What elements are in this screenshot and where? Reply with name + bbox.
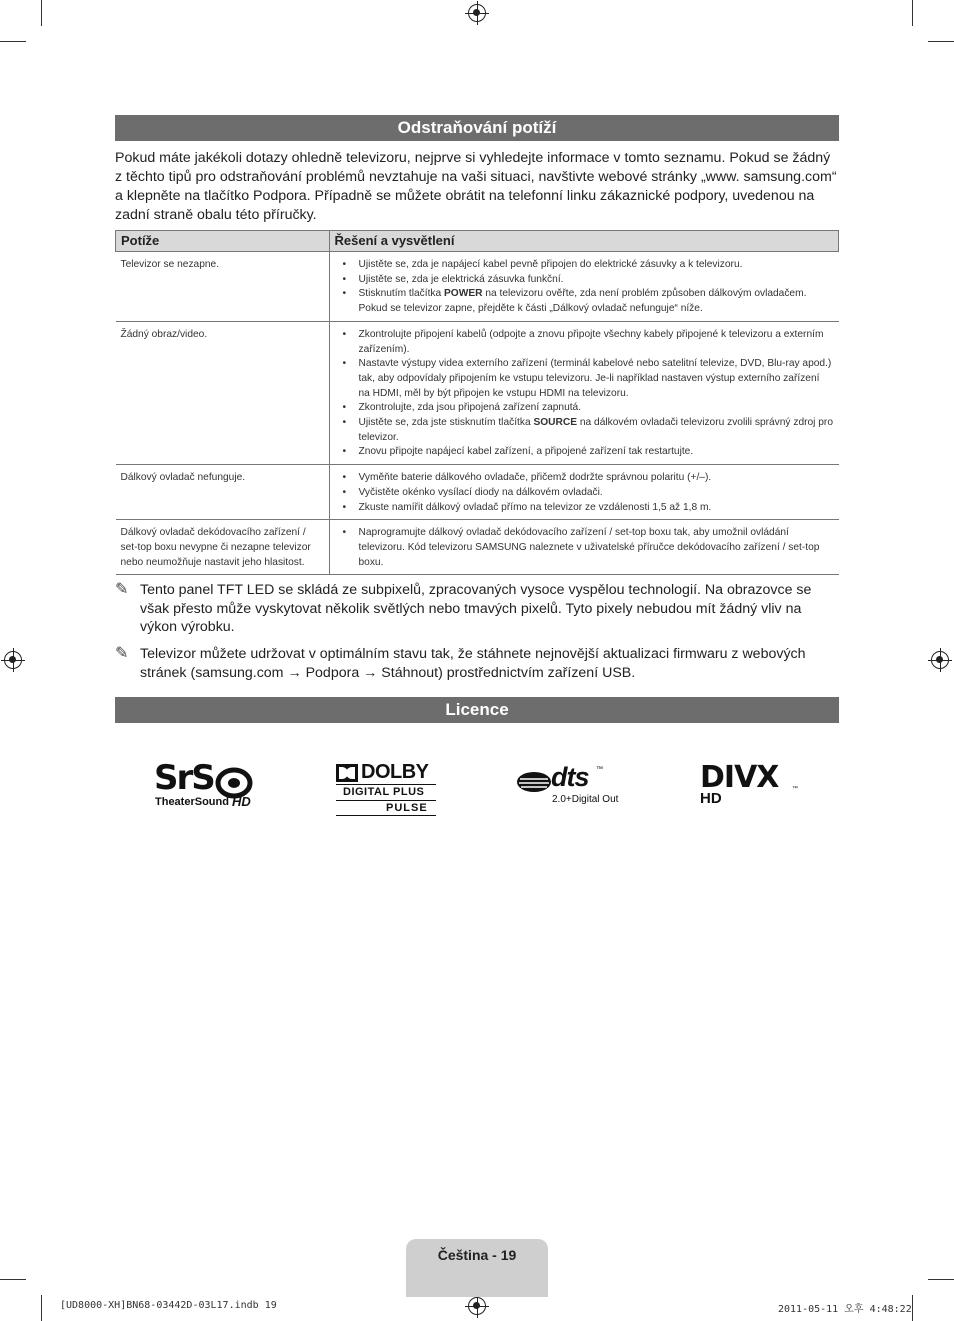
crop-mark bbox=[912, 1295, 913, 1321]
pencil-note-icon: ✎ bbox=[115, 581, 129, 598]
header-problem: Potíže bbox=[116, 231, 330, 252]
crop-mark bbox=[0, 41, 26, 42]
dts-digital-out-logo bbox=[516, 762, 620, 810]
divx-text: DIVX bbox=[700, 760, 779, 795]
section-title-licence: Licence bbox=[115, 697, 839, 723]
problem-cell: Televizor se nezapne. bbox=[116, 252, 330, 322]
dolby-digital-plus-pulse-logo bbox=[336, 762, 438, 816]
solution-item: • Ujistěte se, zda je elektrická zásuvka funkční. bbox=[359, 273, 834, 288]
page-number-tab: Čeština - 19 bbox=[406, 1239, 548, 1297]
solution-item: • Zkontrolujte připojení kabelů (odpojte a znovu připojte všechny kabely připojené k televizoru a externím zařízením). bbox=[359, 328, 834, 357]
dolby-pulse-text: PULSE bbox=[386, 802, 428, 814]
dolby-digital-plus-text: DIGITAL PLUS bbox=[343, 786, 425, 798]
dts-text: dts bbox=[551, 762, 589, 792]
crop-mark bbox=[928, 1279, 954, 1280]
solution-item: • Nastavte výstupy videa externího zařízení (terminál kabelové nebo satelitní televize, DVD, Blu-ray apod.) tak, aby odpovídaly připojením ke vstupu televizoru. Je-li například nastaven výstup externího zařízení na HDMI, měl by být připojen ke vstupu HDMI na televizoru. bbox=[359, 357, 834, 401]
solution-item: • Zkuste namířit dálkový ovladač přímo na televizor ze vzdálenosti 1,5 až 1,8 m. bbox=[359, 501, 834, 516]
troubleshooting-table bbox=[115, 230, 839, 575]
note-paragraph bbox=[115, 645, 839, 682]
intro-paragraph: Pokud máte jakékoli dotazy ohledně televizoru, nejprve si vyhledejte informace v tomto seznamu. Pokud se žádný z těchto tipů pro odstraňování problémů nevztahuje na vaši situaci, navštivte webové stránky „www. samsung.com“ a klepněte na tlačítko Podpora. Případně se můžete obrátit na telefonní linku zákaznické podpory, uvedenou na zadní straně obalu této příručky. bbox=[115, 150, 837, 223]
problem-cell: Dálkový ovladač dekódovacího zařízení / set-top boxu nevypne či nezapne televizor nebo neumožňuje nastavit jeho hlasitost. bbox=[116, 520, 330, 575]
crop-mark bbox=[0, 1279, 26, 1280]
solution-item: • Znovu připojte napájecí kabel zařízení, a připojené zařízení tak restartujte. bbox=[359, 445, 834, 460]
print-slug-left: [UD8000-XH]BN68-03442D-03L17.indb 19 bbox=[60, 1300, 277, 1311]
registration-mark-icon bbox=[468, 1297, 486, 1315]
solution-item: • Zkontrolujte, zda jsou připojená zařízení zapnutá. bbox=[359, 401, 834, 416]
solution-cell bbox=[329, 321, 839, 464]
dolby-double-d-icon bbox=[336, 764, 358, 782]
crop-mark bbox=[41, 1295, 42, 1321]
srs-theatersound-hd-logo bbox=[154, 758, 258, 812]
solution-cell bbox=[329, 465, 839, 520]
problem-cell: Žádný obraz/video. bbox=[116, 321, 330, 464]
crop-mark bbox=[928, 41, 954, 42]
registration-mark-icon bbox=[931, 651, 949, 669]
note-paragraph bbox=[115, 581, 839, 637]
solution-item: • Stisknutím tlačítka POWER na televizoru ověřte, zda není problém způsoben dálkovým ovladačem. Pokud se televizor zapne, přejděte k části „Dálkový ovladač nefunguje“ níže. bbox=[359, 287, 834, 316]
srs-hd-text: HD bbox=[232, 794, 251, 809]
srs-logo-text: SrS bbox=[154, 758, 214, 798]
note-text: Tento panel TFT LED se skládá ze subpixelů, zpracovaných vysoce vyspělou technologií. Na obrazovce se však přesto může vyskytovat několik světlých nebo tmavých pixelů. Tyto pixely nebudou mít žádný vliv na výkon výrobku. bbox=[140, 582, 812, 635]
registration-mark-icon bbox=[468, 4, 486, 22]
divx-tm: ™ bbox=[792, 786, 798, 792]
solution-item: • Ujistěte se, zda jste stisknutím tlačítka SOURCE na dálkovém ovladači televizoru zvolili správný zdroj pro televizor. bbox=[359, 416, 834, 445]
dts-sub-text: 2.0+Digital Out bbox=[552, 794, 619, 805]
divx-hd-logo bbox=[700, 760, 800, 810]
print-slug-right: 2011-05-11 오후 4:48:22 bbox=[778, 1304, 912, 1315]
solution-cell bbox=[329, 520, 839, 575]
table-header-row bbox=[116, 231, 839, 252]
registration-mark-icon bbox=[4, 651, 22, 669]
pencil-note-icon: ✎ bbox=[115, 645, 129, 662]
solution-item: • Ujistěte se, zda je napájecí kabel pevně připojen do elektrické zásuvky a k televizoru. bbox=[359, 258, 834, 273]
dolby-rule bbox=[336, 800, 436, 801]
dolby-rule bbox=[336, 784, 436, 785]
divx-hd-text: HD bbox=[700, 790, 722, 807]
table-row bbox=[116, 520, 839, 575]
solution-item: • Vyčistěte okénko vysílací diody na dálkovém ovladači. bbox=[359, 486, 834, 501]
dts-tm: ™ bbox=[596, 766, 603, 773]
table-row bbox=[116, 321, 839, 464]
dts-swoosh-icon bbox=[516, 770, 552, 794]
crop-mark bbox=[41, 0, 42, 26]
dolby-text: DOLBY bbox=[361, 761, 429, 783]
crop-mark bbox=[912, 0, 913, 26]
problem-cell: Dálkový ovladač nefunguje. bbox=[116, 465, 330, 520]
table-row bbox=[116, 465, 839, 520]
dolby-rule bbox=[336, 815, 436, 816]
solution-cell bbox=[329, 252, 839, 322]
srs-sub-text: TheaterSound bbox=[155, 796, 229, 808]
button-name-emphasis: SOURCE bbox=[533, 417, 578, 429]
section-title-troubleshooting: Odstraňování potíží bbox=[115, 115, 839, 141]
solution-item: • Naprogramujte dálkový ovladač dekódovacího zařízení / set-top boxu tak, aby umožnil ovládání televizoru. Kód televizoru SAMSUNG naleznete v uživatelské příručce dekódovacího zařízení / set-top boxu. bbox=[359, 526, 834, 570]
solution-item: • Vyměňte baterie dálkového ovladače, přičemž dodržte správnou polaritu (+/–). bbox=[359, 471, 834, 486]
table-row bbox=[116, 252, 839, 322]
button-name-emphasis: POWER bbox=[444, 288, 483, 300]
header-solution: Řešení a vysvětlení bbox=[329, 231, 839, 252]
note-text: Televizor můžete udržovat v optimálním stavu tak, že stáhnete nejnovější aktualizaci firmwaru z webových stránek (samsung.com → Podpora → Stáhnout) prostřednictvím zařízení USB. bbox=[140, 646, 806, 681]
